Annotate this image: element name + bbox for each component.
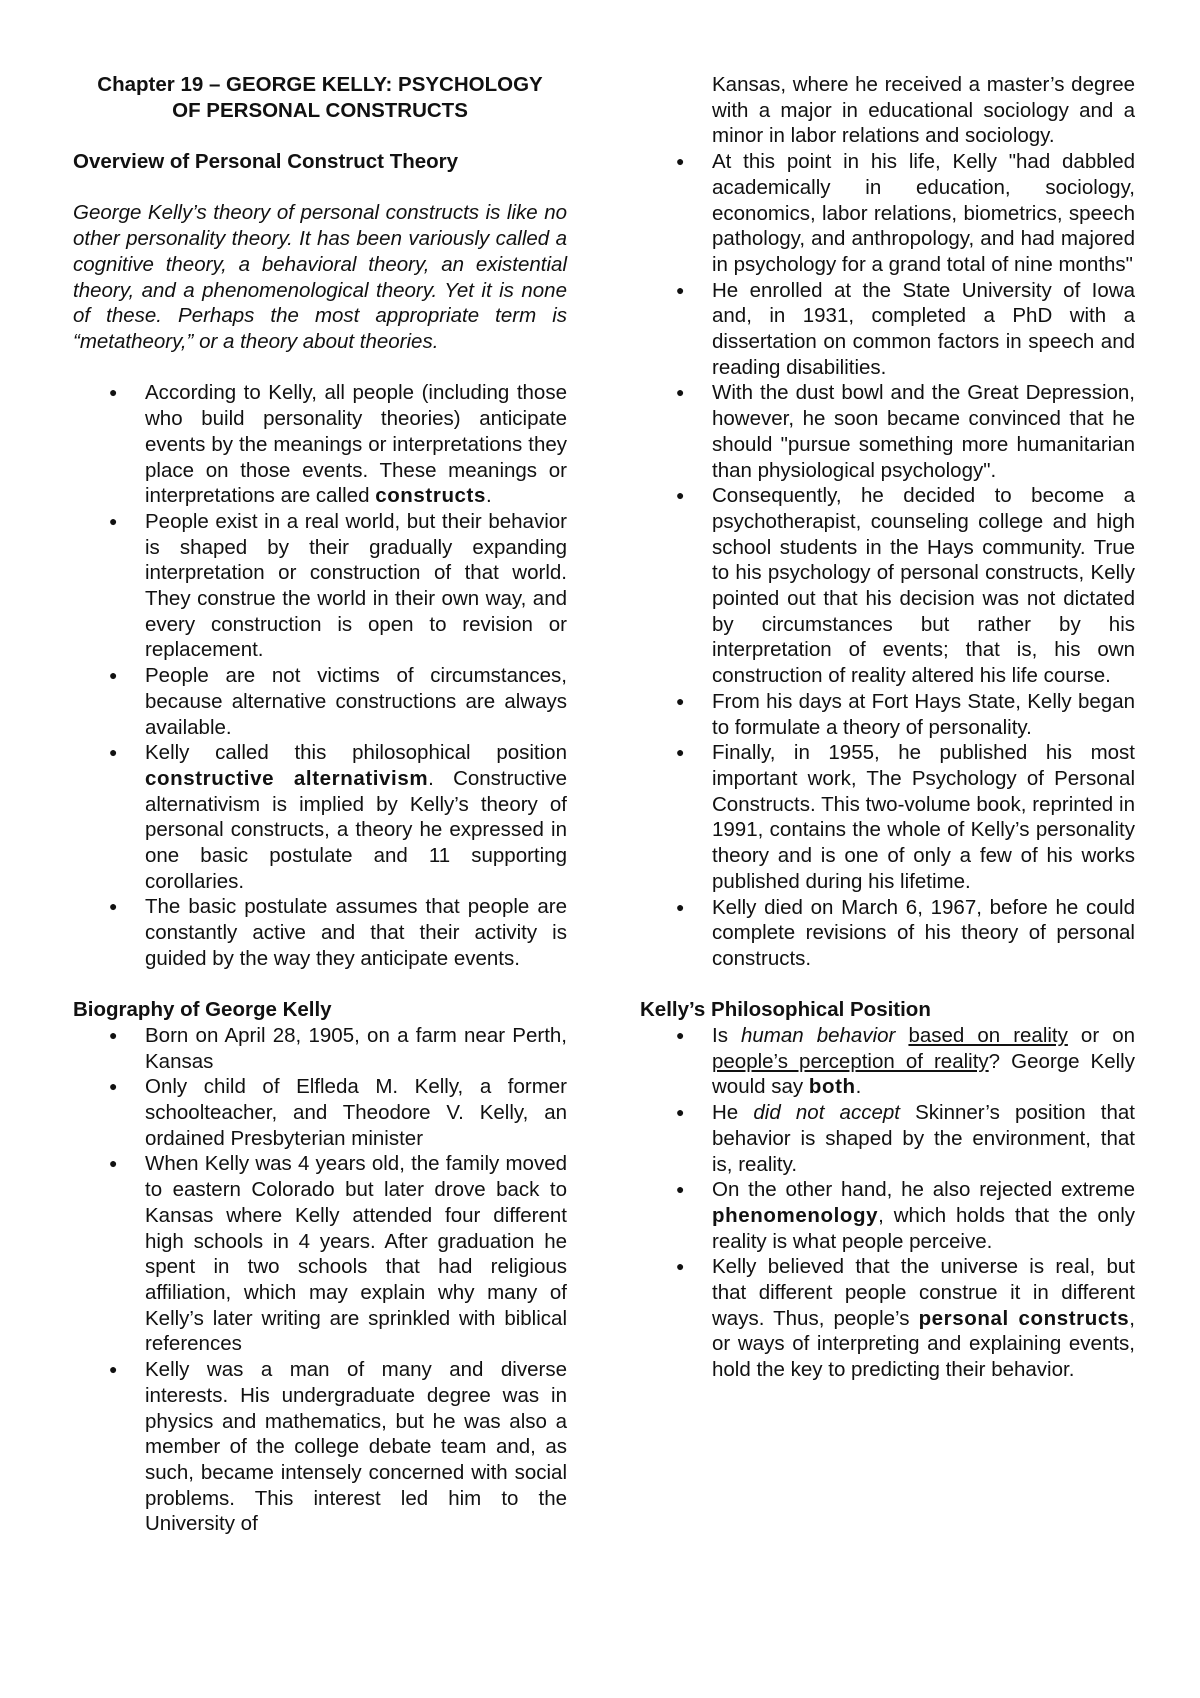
list-item: ● Kelly died on March 6, 1967, before he could complete revisions of his theory of personal constructs. <box>676 895 1135 970</box>
bullet-icon: ● <box>676 487 685 504</box>
list-item: ● According to Kelly, all people (including those who build personality theories) anticipate events by the meanings or interpretations they place on those events. These meanings or interpretations are called constructs. <box>109 381 567 508</box>
bullet-icon: ● <box>109 1078 118 1095</box>
bullet-icon: ● <box>676 153 685 170</box>
list-item: ● Is human behavior based on reality or on people’s perception of reality? George Kelly would say both. <box>676 1024 1136 1099</box>
list-item: ● At this point in his life, Kelly "had dabbled academically in education, sociology, economics, labor relations, biometrics, speech pathology, and anthropology, and had majored in psychology for a grand total of nine months" <box>676 150 1135 276</box>
bold-term: constructs <box>375 484 486 508</box>
bullet-icon: ● <box>676 281 685 298</box>
bullet-icon: ● <box>676 1027 685 1043</box>
chapter-title-line1: Chapter 19 – GEORGE KELLY: PSYCHOLOGY <box>97 73 543 96</box>
list-item: ● Kelly called this philosophical position constructive alternativism. Constructive alternativism is implied by Kelly’s theory of personal constructs, a theory he expressed in one basic postulate and 11 supporting corollaries. <box>109 741 567 893</box>
biography-list-continued <box>640 149 1135 972</box>
bullet-icon: ● <box>109 1361 118 1378</box>
bullet-icon: ● <box>109 512 118 529</box>
list-item: ● Only child of Elfleda M. Kelly, a former schoolteacher, and Theodore V. Kelly, an ordained Presbyterian minister <box>109 1075 567 1150</box>
list-item: ● Born on April 28, 1905, on a farm near Perth, Kansas <box>109 1023 567 1073</box>
list-item: ● Kelly was a man of many and diverse interests. His undergraduate degree was in physics and mathematics, but he was also a member of the college debate team and, as such, became intensely concerned with social problems. This interest led him to the University of <box>109 1358 567 1536</box>
list-item: ● Consequently, he decided to become a psychotherapist, counseling college and high school students in the Hays community. True to his psychology of personal constructs, Kelly pointed out that his decision was not dictated by circumstances but rather by his interpretation of events; that is, his own construction of reality altered his life course. <box>676 484 1135 688</box>
philosophy-list <box>640 1023 1135 1383</box>
bullet-icon: ● <box>109 384 118 401</box>
bullet-icon: ● <box>676 744 685 761</box>
bullet-icon: ● <box>676 1104 685 1121</box>
right-column <box>640 72 1135 1383</box>
overview-list <box>73 380 567 971</box>
left-column <box>73 72 567 1537</box>
bullet-icon: ● <box>676 898 685 915</box>
list-item: ● People are not victims of circumstances, because alternative constructions are always available. <box>109 664 567 739</box>
bullet-icon: ● <box>676 384 685 401</box>
list-item: ● People exist in a real world, but their behavior is shaped by their gradually expanding interpretation or construction of that world. They construe the world in their own way, and every construction is open to revision or replacement. <box>109 509 567 662</box>
list-item-continuation: Kansas, where he received a master’s degree with a major in educational sociology and a minor in labor relations and sociology. <box>712 73 1135 148</box>
chapter-title <box>73 72 567 123</box>
biography-heading: Biography of George Kelly <box>73 998 332 1022</box>
list-item: ● He enrolled at the State University of Iowa and, in 1931, completed a PhD with a dissertation on common factors in speech and reading disabilities. <box>676 278 1135 379</box>
list-item: ● With the dust bowl and the Great Depression, however, he soon became convinced that he should "pursue something more humanitarian than physiological psychology". <box>676 381 1135 482</box>
bold-term: personal constructs <box>918 1306 1130 1330</box>
bullet-icon: ● <box>676 692 685 709</box>
list-item: ● From his days at Fort Hays State, Kelly began to formulate a theory of personality. <box>676 689 1135 739</box>
bullet-icon: ● <box>676 1181 685 1198</box>
biography-list <box>73 1023 567 1537</box>
bullet-icon: ● <box>109 898 118 915</box>
bold-term: phenomenology <box>712 1203 879 1227</box>
bold-term: both <box>808 1075 856 1099</box>
philosophy-heading: Kelly’s Philosophical Position <box>640 998 931 1022</box>
bullet-icon: ● <box>109 744 118 761</box>
list-item: ● The basic postulate assumes that people are constantly active and that their activity is guided by the way they anticipate events. <box>109 895 567 970</box>
list-item: ● He did not accept Skinner’s position that behavior is shaped by the environment, that is, reality. <box>676 1101 1135 1176</box>
bullet-icon: ● <box>676 1258 685 1275</box>
chapter-title-line2: OF PERSONAL CONSTRUCTS <box>172 98 468 122</box>
bullet-icon: ● <box>109 1155 118 1172</box>
list-item: ● Kelly believed that the universe is real, but that different people construe it in different ways. Thus, people’s personal constructs, or ways of interpreting and explaining events, hold the key to predicting their behavior. <box>676 1255 1135 1382</box>
list-item: ● On the other hand, he also rejected extreme phenomenology, which holds that the only reality is what people perceive. <box>676 1178 1135 1253</box>
overview-intro: George Kelly’s theory of personal constructs is like no other personality theory. It has been variously called a cognitive theory, a behavioral theory, an existential theory, and a phenomenological theory. Yet it is none of these. Perhaps the most appropriate term is “metatheory,” or a theory about theories. <box>73 201 567 353</box>
bullet-icon: ● <box>109 1026 118 1043</box>
bold-term: constructive alternativism <box>145 766 429 790</box>
list-item: ● Finally, in 1955, he published his most important work, The Psychology of Personal Constructs. This two-volume book, reprinted in 1991, contains the whole of Kelly’s personality theory and is one of only a few of his works published during his lifetime. <box>676 741 1135 893</box>
list-item: ● When Kelly was 4 years old, the family moved to eastern Colorado but later drove back to Kansas where Kelly attended four different high schools in 4 years. After graduation he spent in two schools that had religious affiliation, which may explain why many of Kelly’s later writing are sprinkled with biblical references <box>109 1152 567 1356</box>
bullet-icon: ● <box>109 667 118 684</box>
overview-heading: Overview of Personal Construct Theory <box>73 150 459 174</box>
